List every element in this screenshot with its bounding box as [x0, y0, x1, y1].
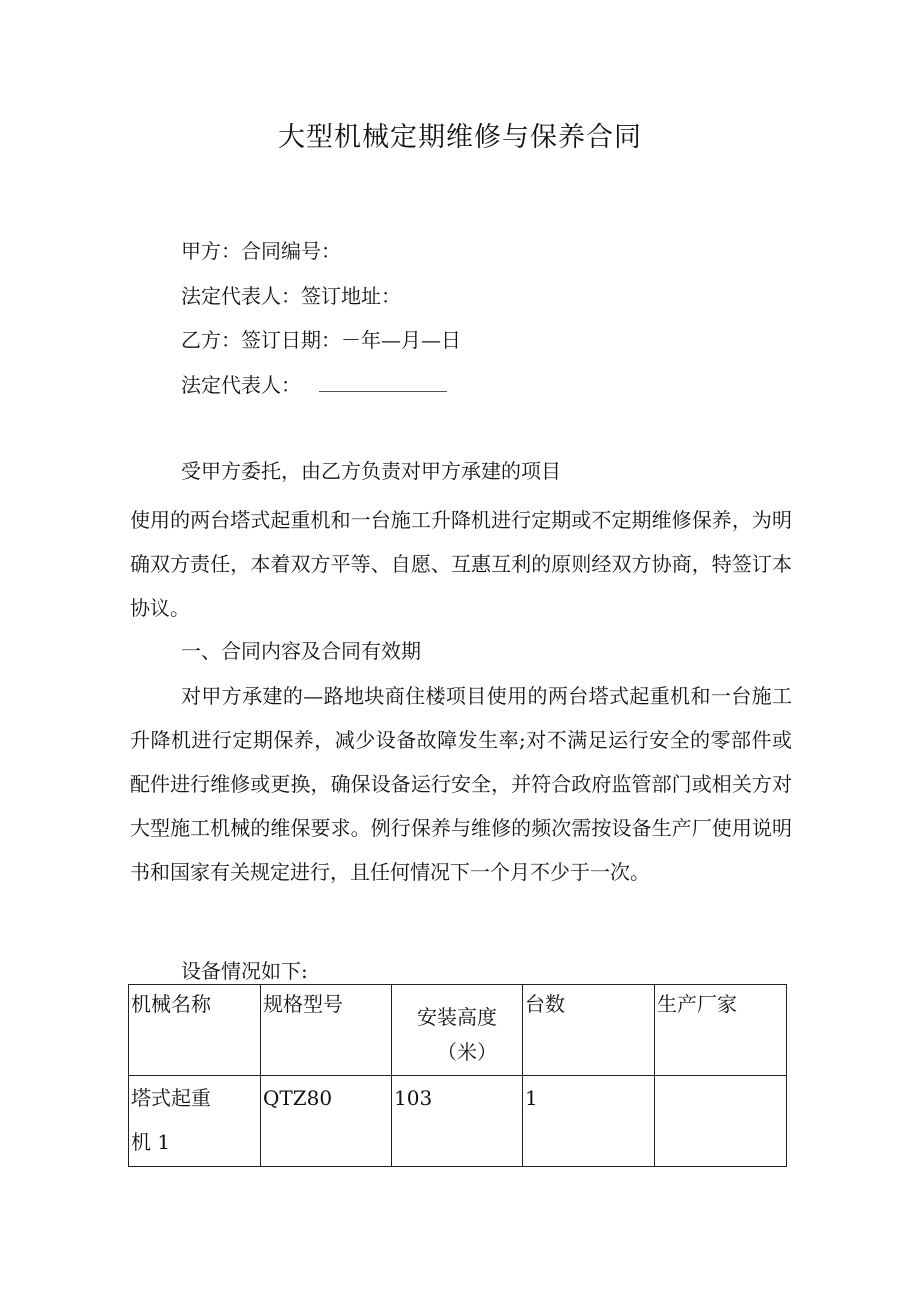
header-count-text: 台数	[525, 992, 565, 1016]
row1-height-text: 103	[394, 1086, 433, 1110]
row1-model-text: QTZ80	[263, 1086, 333, 1110]
header-cell-height	[392, 985, 523, 1076]
header-name-text: 机械名称	[131, 992, 211, 1016]
header-cell-model	[261, 985, 392, 1076]
row1-name-cell	[129, 1076, 261, 1167]
signature-blank	[319, 371, 447, 392]
row1-maker-cell	[655, 1076, 787, 1167]
equipment-caption: 设备情况如下:	[181, 959, 308, 983]
legal-rep-address-line: 法定代表人：签订地址：	[181, 284, 401, 308]
row1-name-text: 塔式起重机 1	[131, 1086, 211, 1154]
document-title: 大型机械定期维修与保养合同	[278, 122, 642, 153]
header-height-line1: 安装高度	[417, 1005, 497, 1029]
section1-paragraph: 对甲方承建的—路地块商住楼项目使用的两台塔式起重机和一台施工升降机进行定期保养，减少设备故障发生率;对不满足运行安全的零部件或配件进行维修或更换，确保设备运行安全，并符合政府监管部门或相关方对大型施工机械的维保要求。例行保养与维修的频次需按设备生产厂使用说明书和国家有关规定进行，且任何情况下一个月不少于一次。	[130, 684, 792, 884]
row1-count-cell	[523, 1076, 655, 1167]
legal-rep-line	[181, 370, 447, 400]
header-cell-count	[523, 985, 655, 1076]
header-model-text: 规格型号	[263, 992, 343, 1016]
legal-rep-label: 法定代表人：	[181, 373, 301, 397]
section1-heading: 一、合同内容及合同有效期	[181, 639, 421, 663]
header-cell-name	[129, 985, 261, 1076]
header-cell-maker	[655, 985, 787, 1076]
row1-height-cell	[392, 1076, 523, 1167]
party-b-date-line: 乙方：签订日期：－年—月—日	[181, 328, 461, 352]
header-height-line2: （米）	[437, 1040, 497, 1064]
table-row	[129, 1076, 787, 1167]
table-header-row	[129, 985, 787, 1076]
row1-count-text: 1	[525, 1086, 538, 1110]
party-a-line: 甲方：合同编号：	[181, 239, 341, 263]
header-maker-text: 生产厂家	[657, 992, 737, 1016]
equipment-table	[128, 984, 787, 1167]
row1-model-cell	[261, 1076, 392, 1167]
intro-paragraph: 使用的两台塔式起重机和一台施工升降机进行定期或不定期维修保养，为明确双方责任，本着双方平等、自愿、互惠互利的原则经双方协商，特签订本协议。	[130, 508, 792, 620]
intro-first-line: 受甲方委托，由乙方负责对甲方承建的项目	[181, 459, 561, 483]
